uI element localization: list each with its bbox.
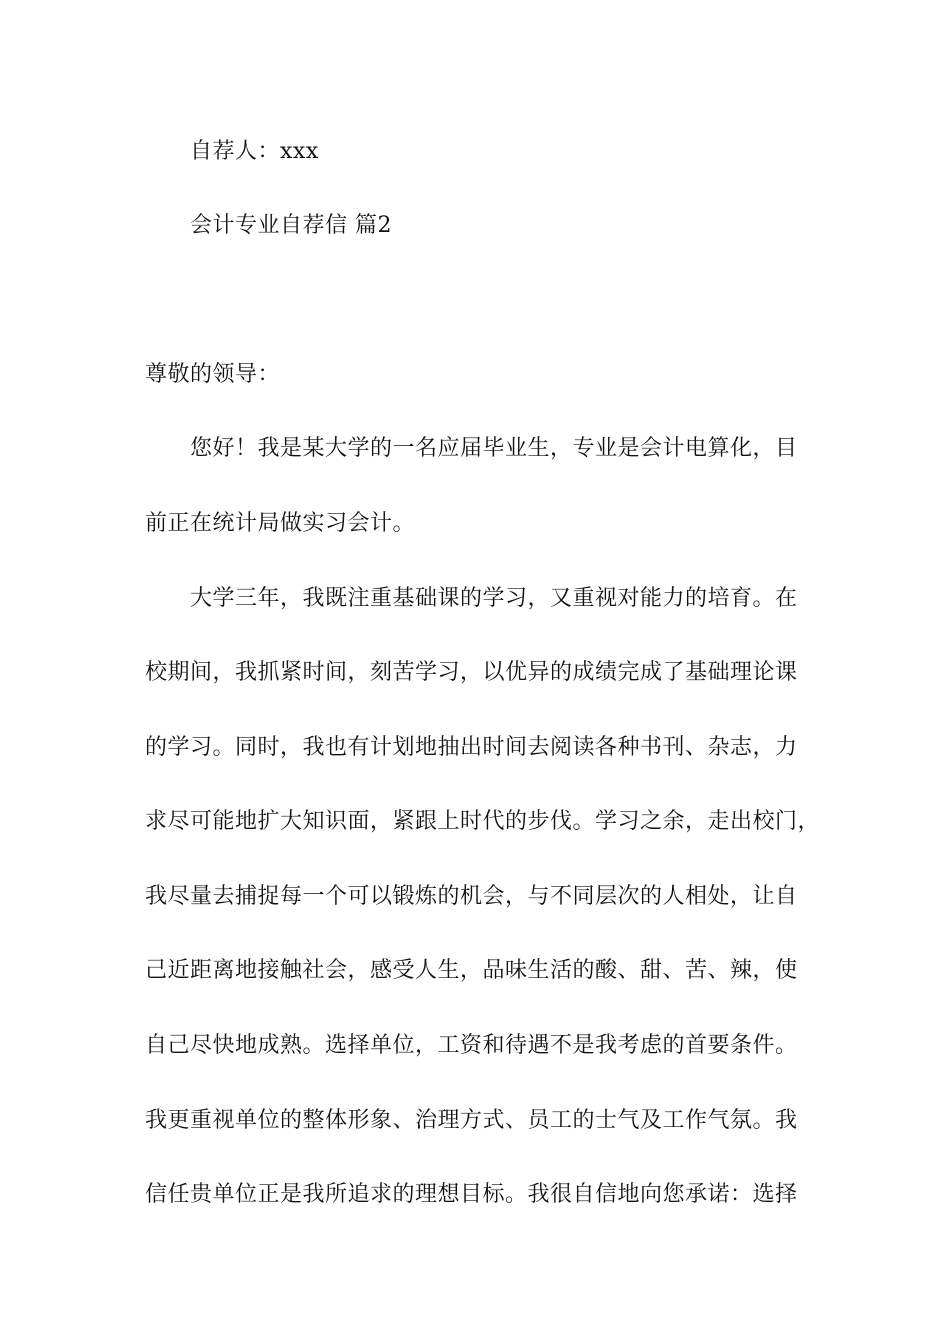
paragraph-line: 您好！我是某大学的一名应届毕业生，专业是会计电算化，目 [190,436,798,461]
paragraph-line: 我尽量去捕捉每一个可以锻炼的机会，与不同层次的人相处，让自 [145,884,798,909]
paragraph-line: 求尽可能地扩大知识面，紧跟上时代的步伐。学习之余，走出校门， [145,809,821,834]
paragraph-line: 的学习。同时，我也有计划地抽出时间去阅读各种书刊、杂志，力 [145,735,798,760]
paragraph-line: 信任贵单位正是我所追求的理想目标。我很自信地向您承诺：选择 [145,1182,798,1207]
paragraph-line: 己近距离地接触社会，感受人生，品味生活的酸、甜、苦、辣，使 [145,958,798,983]
signature-line: 自荐人：xxx [190,139,319,164]
paragraph-line: 我更重视单位的整体形象、治理方式、员工的士气及工作气氛。我 [145,1108,798,1133]
section-title: 会计专业自荐信 篇2 [190,213,392,238]
paragraph-line: 前正在统计局做实习会计。 [145,511,416,536]
paragraph-line: 校期间，我抓紧时间，刻苦学习，以优异的成绩完成了基础理论课 [145,660,798,685]
paragraph-line: 自己尽快地成熟。选择单位，工资和待遇不是我考虑的首要条件。 [145,1033,798,1058]
letter-salutation: 尊敬的领导： [145,362,281,387]
paragraph-line: 大学三年，我既注重基础课的学习，又重视对能力的培育。在 [190,586,798,611]
